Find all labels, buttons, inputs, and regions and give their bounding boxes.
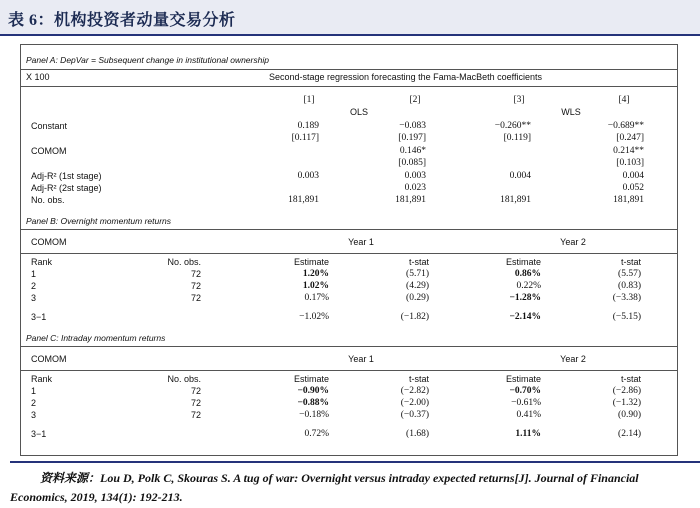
col-header-obs: No. obs.: [167, 374, 201, 384]
tstat-cell: (−1.82): [400, 312, 429, 322]
cell-value: 181,891: [500, 195, 531, 205]
panel-a-heading: Panel A: DepVar = Subsequent change in institutional ownership: [26, 55, 269, 65]
cell-value: 181,891: [395, 195, 426, 205]
cell-value: [0.085]: [398, 158, 426, 168]
col-id-3: [3]: [513, 95, 525, 105]
tstat-cell: (−0.37): [400, 410, 429, 420]
rank-cell: 3: [31, 410, 37, 420]
estimate-cell: 0.41%: [516, 410, 541, 420]
divider: [21, 370, 677, 371]
rank-cell: 1: [31, 386, 37, 396]
cell-value: 181,891: [288, 195, 319, 205]
panel-b-comom: COMOM: [31, 237, 67, 247]
tstat-cell: (−2.82): [400, 386, 429, 396]
divider: [21, 346, 677, 347]
tstat-cell: (0.83): [618, 281, 641, 291]
col-header-estimate: Estimate: [293, 374, 329, 384]
panel-a-subtitle: Second-stage regression forecasting the Fama-MacBeth coefficients: [269, 72, 542, 82]
obs-cell: 72: [190, 398, 201, 408]
estimate-cell: −0.90%: [297, 386, 329, 396]
tstat-cell: (−1.32): [612, 398, 641, 408]
divider: [21, 69, 677, 70]
col-header-tstat: t-stat: [620, 257, 641, 267]
cell-value: −0.689**: [607, 121, 644, 131]
col-header-obs: No. obs.: [167, 257, 201, 267]
obs-cell: 72: [190, 410, 201, 420]
tstat-cell: (4.29): [406, 281, 429, 291]
cell-value: 0.004: [509, 171, 531, 181]
rank-cell: 2: [31, 398, 37, 408]
cell-value: −0.083: [399, 121, 426, 131]
estimate-cell: 0.72%: [304, 429, 329, 439]
estimate-cell: −2.14%: [509, 312, 541, 322]
cell-value: [0.247]: [616, 133, 644, 143]
estimate-cell: −1.02%: [299, 312, 329, 322]
x100-label: X 100: [26, 72, 50, 82]
col-header-estimate: Estimate: [293, 257, 329, 267]
col-header-estimate: Estimate: [505, 374, 541, 384]
col-id-4: [4]: [618, 95, 630, 105]
cell-value: 0.052: [622, 183, 644, 193]
col-header-rank: Rank: [31, 257, 53, 267]
col-header-estimate: Estimate: [505, 257, 541, 267]
title-divider: [0, 34, 700, 36]
estimate-cell: −0.88%: [297, 398, 329, 408]
panel-c-heading: Panel C: Intraday momentum returns: [26, 333, 166, 343]
tstat-cell: (5.57): [618, 269, 641, 279]
tstat-cell: (5.71): [406, 269, 429, 279]
divider: [21, 253, 677, 254]
obs-cell: 72: [190, 281, 201, 291]
cell-value: [0.117]: [291, 133, 319, 143]
source-line-2: Economics, 2019, 134(1): 192-213.: [10, 490, 183, 504]
cell-value: [0.197]: [398, 133, 426, 143]
row-label: Adj-R² (2st stage): [31, 183, 102, 193]
panel-b-year1: Year 1: [348, 237, 374, 247]
cell-value: 0.146*: [399, 146, 426, 156]
row-label: No. obs.: [31, 195, 65, 205]
table-frame: [20, 44, 678, 456]
obs-cell: 72: [190, 293, 201, 303]
source-line-1: 资料来源：Lou D, Polk C, Skouras S. A tug of war: Overnight versus intraday expected returns[J]. Journal of Financial: [40, 471, 639, 485]
rank-cell: 3−1: [31, 429, 47, 439]
col-id-1: [1]: [303, 95, 315, 105]
cell-value: 0.214**: [613, 146, 644, 156]
cell-value: 181,891: [613, 195, 644, 205]
tstat-cell: (−3.38): [612, 293, 641, 303]
estimate-cell: −0.61%: [511, 398, 541, 408]
cell-value: 0.003: [404, 171, 426, 181]
estimate-cell: 1.20%: [302, 269, 329, 279]
col-id-2: [2]: [409, 95, 421, 105]
method-wls: WLS: [561, 107, 581, 117]
table-title: 表 6：机构投资者动量交易分析: [8, 12, 236, 29]
cell-value: 0.189: [297, 121, 319, 131]
obs-cell: 72: [190, 386, 201, 396]
col-header-tstat: t-stat: [408, 374, 429, 384]
estimate-cell: 0.17%: [304, 293, 329, 303]
estimate-cell: 1.11%: [515, 429, 541, 439]
estimate-cell: −1.28%: [509, 293, 541, 303]
title-bar: [0, 0, 700, 34]
tstat-cell: (−2.00): [400, 398, 429, 408]
tstat-cell: (2.14): [618, 429, 641, 439]
cell-value: 0.023: [404, 183, 426, 193]
estimate-cell: −0.18%: [299, 410, 329, 420]
tstat-cell: (−2.86): [612, 386, 641, 396]
method-ols: OLS: [349, 107, 368, 117]
rank-cell: 1: [31, 269, 37, 279]
tstat-cell: (0.29): [406, 293, 429, 303]
rank-cell: 3: [31, 293, 37, 303]
cell-value: 0.004: [622, 171, 644, 181]
col-header-rank: Rank: [31, 374, 53, 384]
row-label: Adj-R² (1st stage): [31, 171, 102, 181]
panel-c-comom: COMOM: [31, 354, 67, 364]
col-header-tstat: t-stat: [408, 257, 429, 267]
panel-b-heading: Panel B: Overnight momentum returns: [26, 216, 172, 226]
row-label: COMOM: [31, 146, 67, 156]
estimate-cell: 0.22%: [516, 281, 541, 291]
obs-cell: 72: [190, 269, 201, 279]
panel-c-year1: Year 1: [348, 354, 374, 364]
rank-cell: 2: [31, 281, 37, 291]
estimate-cell: −0.70%: [509, 386, 541, 396]
tstat-cell: (0.90): [618, 410, 641, 420]
row-label: Constant: [31, 121, 68, 131]
panel-b-year2: Year 2: [560, 237, 586, 247]
cell-value: −0.260**: [494, 121, 531, 131]
bottom-divider: [10, 461, 700, 463]
col-header-tstat: t-stat: [620, 374, 641, 384]
estimate-cell: 1.02%: [302, 281, 329, 291]
estimate-cell: 0.86%: [514, 269, 541, 279]
tstat-cell: (1.68): [406, 429, 429, 439]
cell-value: [0.103]: [616, 158, 644, 168]
cell-value: [0.119]: [503, 133, 531, 143]
cell-value: 0.003: [297, 171, 319, 181]
panel-c-year2: Year 2: [560, 354, 586, 364]
rank-cell: 3−1: [31, 312, 47, 322]
divider: [21, 229, 677, 230]
divider: [21, 86, 677, 87]
tstat-cell: (−5.15): [612, 312, 641, 322]
